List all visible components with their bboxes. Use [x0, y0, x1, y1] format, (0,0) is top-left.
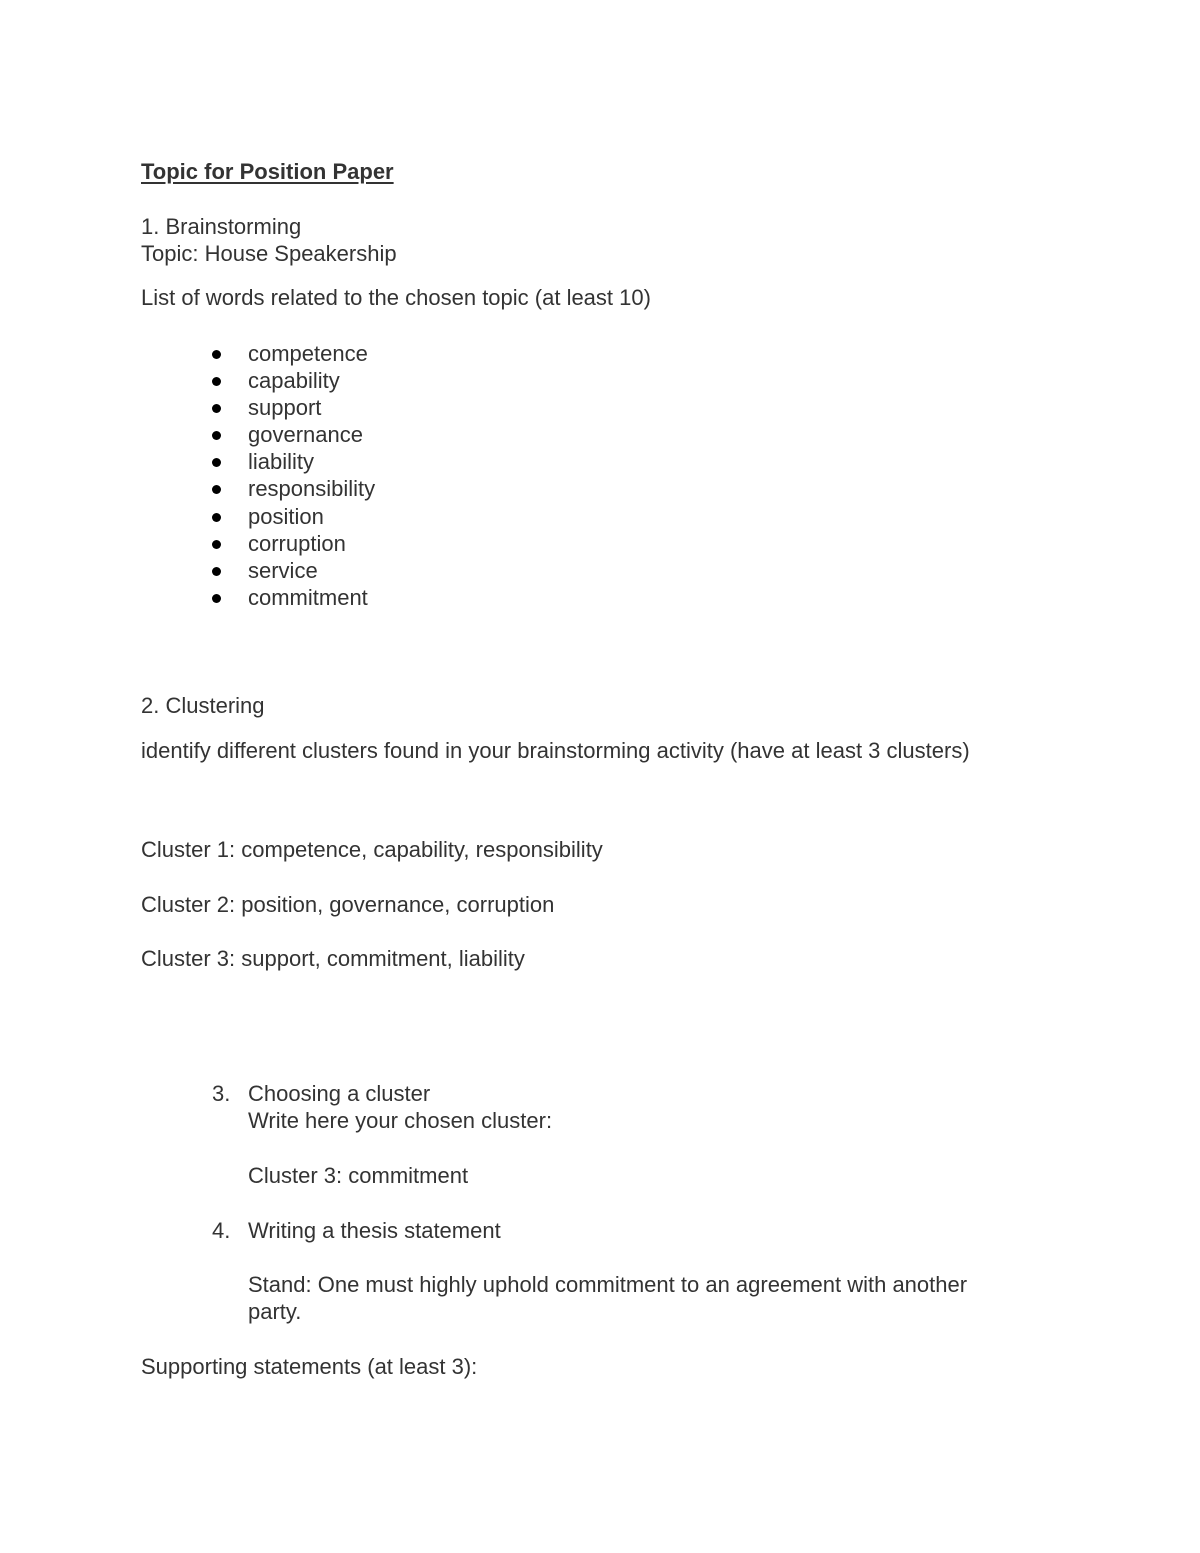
chosen-cluster-prompt: Write here your chosen cluster:	[248, 1108, 553, 1133]
list-item: liability	[212, 449, 375, 476]
list-item: governance	[212, 422, 375, 449]
word-list	[212, 341, 375, 612]
thesis-stand-line: Stand: One must highly uphold commitment to an agreement with another	[248, 1272, 968, 1297]
bullet-icon	[212, 377, 221, 386]
list-item: competence	[212, 341, 375, 368]
bullet-icon	[212, 350, 221, 359]
thesis-stand-line: party.	[248, 1299, 302, 1324]
bullet-icon	[212, 458, 221, 467]
bullet-icon	[212, 540, 221, 549]
bullet-icon	[212, 513, 221, 522]
list-item: service	[212, 558, 375, 585]
list-item: corruption	[212, 531, 375, 558]
list-number: 3.	[212, 1081, 231, 1106]
cluster-line: Cluster 1: competence, capability, responsibility	[141, 837, 603, 862]
bullet-icon	[212, 404, 221, 413]
section-heading-clustering: 2. Clustering	[141, 693, 265, 718]
bullet-icon	[212, 567, 221, 576]
cluster-line: Cluster 2: position, governance, corruption	[141, 892, 555, 917]
section-heading-brainstorming: 1. Brainstorming	[141, 214, 302, 239]
section-heading-choosing: Choosing a cluster	[248, 1081, 431, 1106]
list-item: responsibility	[212, 476, 375, 503]
list-item: commitment	[212, 585, 375, 612]
word-list-prompt: List of words related to the chosen topic (at least 10)	[141, 285, 651, 310]
topic-line: Topic: House Speakership	[141, 241, 397, 266]
bullet-icon	[212, 485, 221, 494]
bullet-icon	[212, 431, 221, 440]
list-item: support	[212, 395, 375, 422]
list-number: 4.	[212, 1218, 231, 1243]
bullet-icon	[212, 594, 221, 603]
chosen-cluster-answer: Cluster 3: commitment	[248, 1163, 469, 1188]
supporting-statements-heading: Supporting statements (at least 3):	[141, 1354, 478, 1379]
clustering-prompt: identify different clusters found in your brainstorming activity (have at least 3 clusters)	[141, 738, 970, 763]
list-item: position	[212, 504, 375, 531]
section-heading-thesis: Writing a thesis statement	[248, 1218, 501, 1243]
cluster-line: Cluster 3: support, commitment, liability	[141, 946, 525, 971]
list-item: capability	[212, 368, 375, 395]
page-title: Topic for Position Paper	[141, 159, 394, 184]
